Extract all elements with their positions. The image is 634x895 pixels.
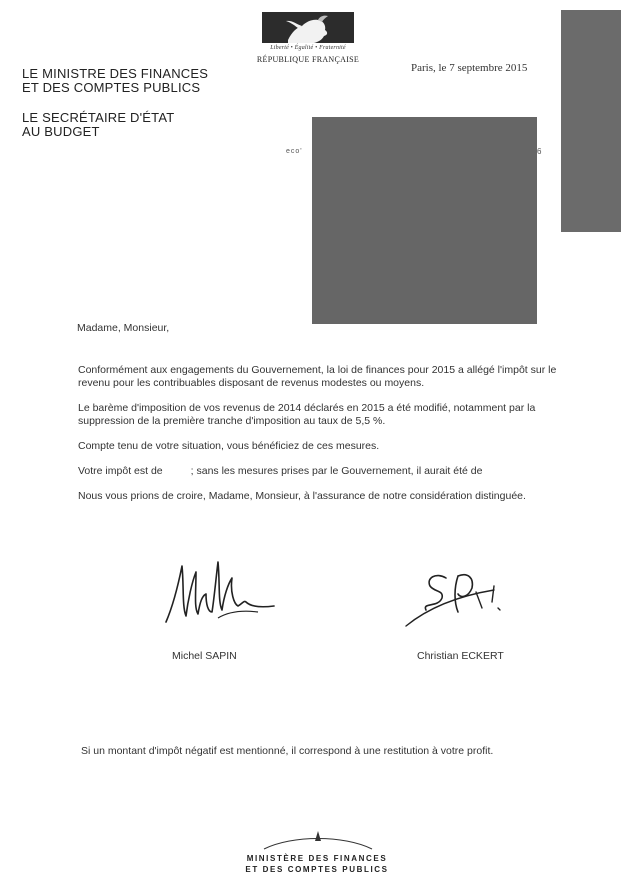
paragraph-4 (78, 465, 482, 478)
sender-secretary-line2: AU BUDGET (22, 124, 100, 139)
salutation: Madame, Monsieur, (77, 322, 170, 334)
tax-amount-comparison: ; sans les mesures prises par le Gouvernement, il aurait été de (190, 465, 483, 477)
marianne-profile-icon (262, 12, 354, 43)
marianne-logo (262, 12, 354, 43)
redacted-area-margin (561, 10, 621, 232)
redacted-address-block (312, 117, 537, 324)
closing-formula: Nous vous prions de croire, Madame, Monsieur, à l'assurance de notre considération distinguée. (78, 490, 526, 502)
sender-secretary-line1: LE SECRÉTAIRE D'ÉTAT (22, 110, 175, 125)
paragraph-1: Conformément aux engagements du Gouvernement, la loi de finances pour 2015 a allégé l'impôt sur le revenu pour les contribuables disposant de revenus modestes ou moyens. (78, 364, 557, 389)
signature-eckert-icon (398, 568, 522, 630)
negative-tax-note: Si un montant d'impôt négatif est mentionné, il correspond à une restitution à votre profit. (81, 745, 494, 757)
signatory-name-eckert: Christian ECKERT (417, 650, 504, 662)
republic-name: RÉPUBLIQUE FRANÇAISE (256, 55, 360, 64)
place-date: Paris, le 7 septembre 2015 (411, 62, 528, 74)
tax-amount-label: Votre impôt est de (78, 465, 163, 477)
address-fragment-right: 6 (537, 147, 542, 156)
footer-ministry-line1: MINISTÈRE DES FINANCES (246, 854, 388, 863)
address-fragment-left: eco' (286, 148, 303, 155)
signature-sapin-icon (158, 556, 276, 628)
footer-ministry-line2: ET DES COMPTES PUBLICS (245, 865, 389, 874)
paragraph-3: Compte tenu de votre situation, vous bénéficiez de ces mesures. (78, 440, 380, 452)
paragraph-2: Le barème d'imposition de vos revenus de 2014 déclarés en 2015 a été modifié, notamment par la suppression de la première tranche d'imposition au taux de 5,5 %. (78, 402, 536, 427)
sender-ministry-line2: ET DES COMPTES PUBLICS (22, 80, 201, 95)
republic-motto: Liberté • Égalité • Fraternité (270, 45, 346, 51)
ministry-footer-logo-icon (262, 829, 374, 853)
sender-ministry-line1: LE MINISTRE DES FINANCES (22, 66, 209, 81)
signatory-name-sapin: Michel SAPIN (172, 650, 237, 662)
